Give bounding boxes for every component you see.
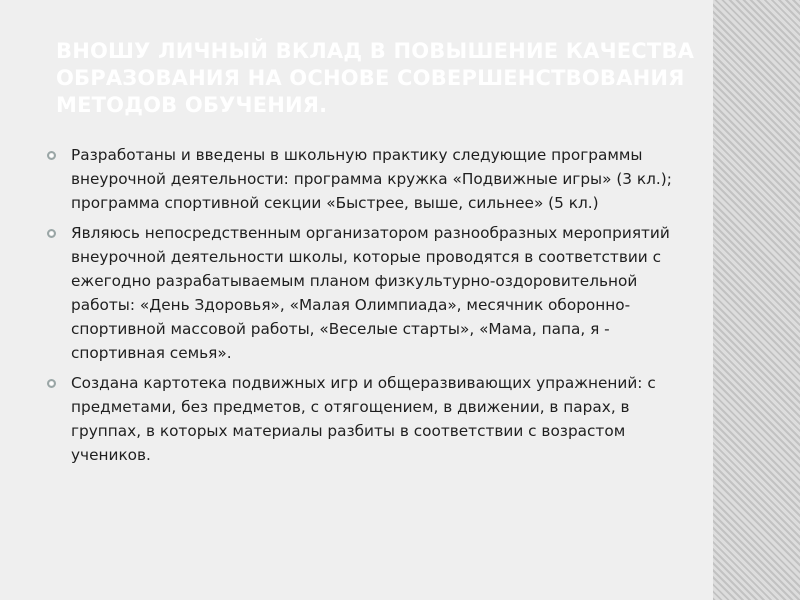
decorative-stripe — [713, 0, 800, 600]
bullet-list — [45, 143, 675, 473]
ring-bullet-icon — [47, 229, 56, 238]
slide-title: ВНОШУ ЛИЧНЫЙ ВКЛАД В ПОВЫШЕНИЕ КАЧЕСТВА ОБРАЗОВАНИЯ НА ОСНОВЕ СОВЕРШЕНСТВОВАНИЯ МЕТОДОВ ОБУЧЕНИЯ. — [56, 39, 695, 117]
bullet-text: Разработаны и введены в школьную практику следующие программы внеурочной деятельности: программа кружка «Подвижные игры» (3 кл.); программа спортивной секции «Быстрее, выше, сильнее» (5 кл.) — [71, 146, 672, 212]
bullet-item — [45, 221, 675, 365]
bullet-text: Являюсь непосредственным организатором разнообразных мероприятий внеурочной деятельности школы, которые проводятся в соответствии с ежегодно разрабатываемым планом физкультурно-оздоровительной работы: «День Здоровья», «Малая Олимпиада», месячник оборонно-спортивной массовой работы, «Веселые старты», «Мама, папа, я - спортивная семья». — [71, 224, 670, 362]
bullet-text: Создана картотека подвижных игр и общеразвивающих упражнений: с предметами, без предметов, с отягощением, в движении, в парах, в группах, в которых материалы разбиты в соответствии с возрастом учеников. — [71, 374, 656, 464]
ring-bullet-icon — [47, 379, 56, 388]
ring-bullet-icon — [47, 151, 56, 160]
bullet-item — [45, 143, 675, 215]
bullet-item — [45, 371, 675, 467]
